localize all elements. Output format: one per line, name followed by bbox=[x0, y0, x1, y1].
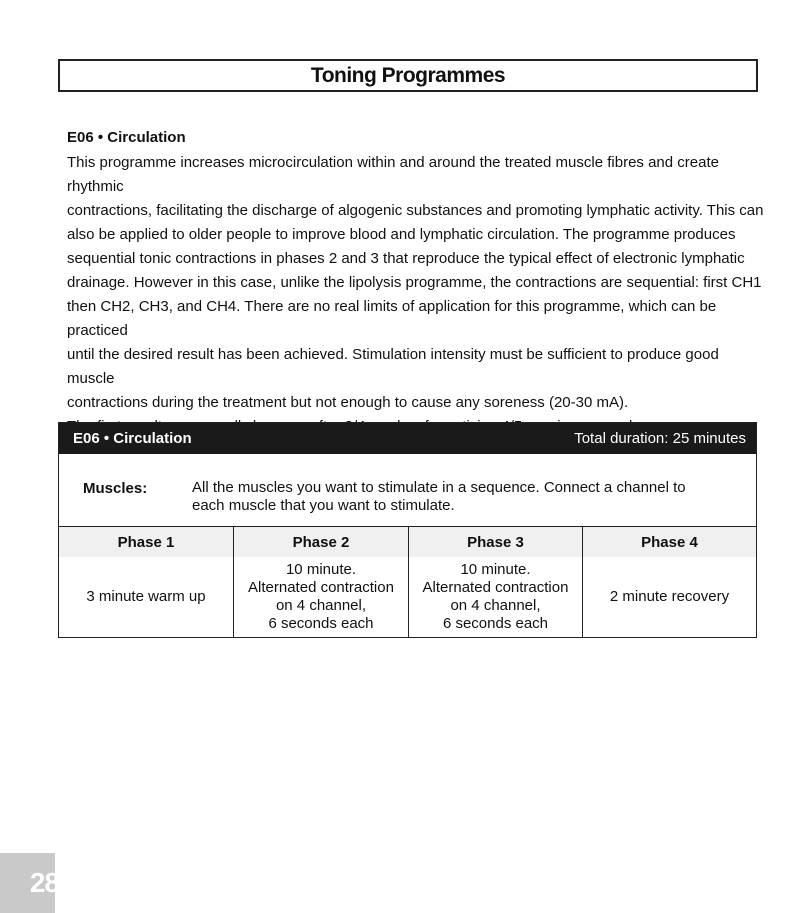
phase-3-cell bbox=[409, 557, 583, 637]
phase-line: on 4 channel, bbox=[275, 597, 367, 614]
muscles-row bbox=[59, 454, 756, 527]
phase-1-header: Phase 1 bbox=[59, 527, 234, 557]
phase-3-header: Phase 3 bbox=[409, 527, 583, 557]
programme-table-header bbox=[59, 423, 756, 454]
phase-line: Alternated contraction bbox=[422, 579, 569, 596]
programme-table bbox=[58, 422, 757, 638]
body-line: contractions during the treatment but not enough to cause any soreness (20-30 mA). bbox=[67, 394, 629, 411]
phase-1-cell bbox=[59, 557, 234, 637]
page-title-box bbox=[58, 59, 758, 92]
muscles-line: All the muscles you want to stimulate in a sequence. Connect a channel to bbox=[192, 479, 686, 496]
phase-line: 6 seconds each bbox=[442, 615, 549, 632]
page-number-tab bbox=[0, 853, 59, 913]
section-body bbox=[67, 151, 767, 439]
phase-line: 6 seconds each bbox=[268, 615, 374, 632]
body-line: also be applied to older people to improve blood and lymphatic circulation. The programme produces bbox=[67, 226, 736, 243]
body-line: then CH2, CH3, and CH4. There are no real limits of application for this programme, which can be practiced bbox=[67, 298, 717, 339]
phase-2-header: Phase 2 bbox=[234, 527, 409, 557]
phase-line: 3 minute warm up bbox=[86, 588, 206, 605]
phase-grid bbox=[59, 527, 756, 637]
muscles-label: Muscles: bbox=[83, 480, 148, 497]
phase-line: 10 minute. bbox=[285, 561, 357, 578]
page-title: Toning Programmes bbox=[310, 63, 506, 87]
body-line: contractions, facilitating the discharge of algogenic substances and promoting lymphatic activity. This can bbox=[67, 202, 764, 219]
programme-table-title: E06 • Circulation bbox=[73, 430, 192, 447]
phase-line: 2 minute recovery bbox=[609, 588, 730, 605]
phase-4-cell bbox=[583, 557, 756, 637]
phase-line: Alternated contraction bbox=[248, 579, 394, 596]
muscles-line: each muscle that you want to stimulate. bbox=[192, 497, 455, 514]
total-duration: Total duration: 25 minutes bbox=[574, 430, 746, 447]
phase-4-header: Phase 4 bbox=[583, 527, 756, 557]
body-line: sequential tonic contractions in phases 2 and 3 that reproduce the typical effect of electronic lymphatic bbox=[67, 250, 745, 267]
phase-line: 10 minute. bbox=[460, 561, 531, 578]
muscles-description bbox=[192, 479, 712, 515]
body-line: until the desired result has been achieved. Stimulation intensity must be sufficient to produce good muscle bbox=[67, 346, 719, 387]
body-line: This programme increases microcirculation within and around the treated muscle fibres and create rhythmic bbox=[67, 154, 719, 195]
page-number: 28 bbox=[29, 867, 59, 898]
section-heading: E06 • Circulation bbox=[67, 129, 186, 146]
body-line: drainage. However in this case, unlike the lipolysis programme, the contractions are sequential: first CH1 bbox=[67, 274, 762, 291]
phase-2-cell bbox=[234, 557, 409, 637]
phase-line: on 4 channel, bbox=[450, 597, 541, 614]
